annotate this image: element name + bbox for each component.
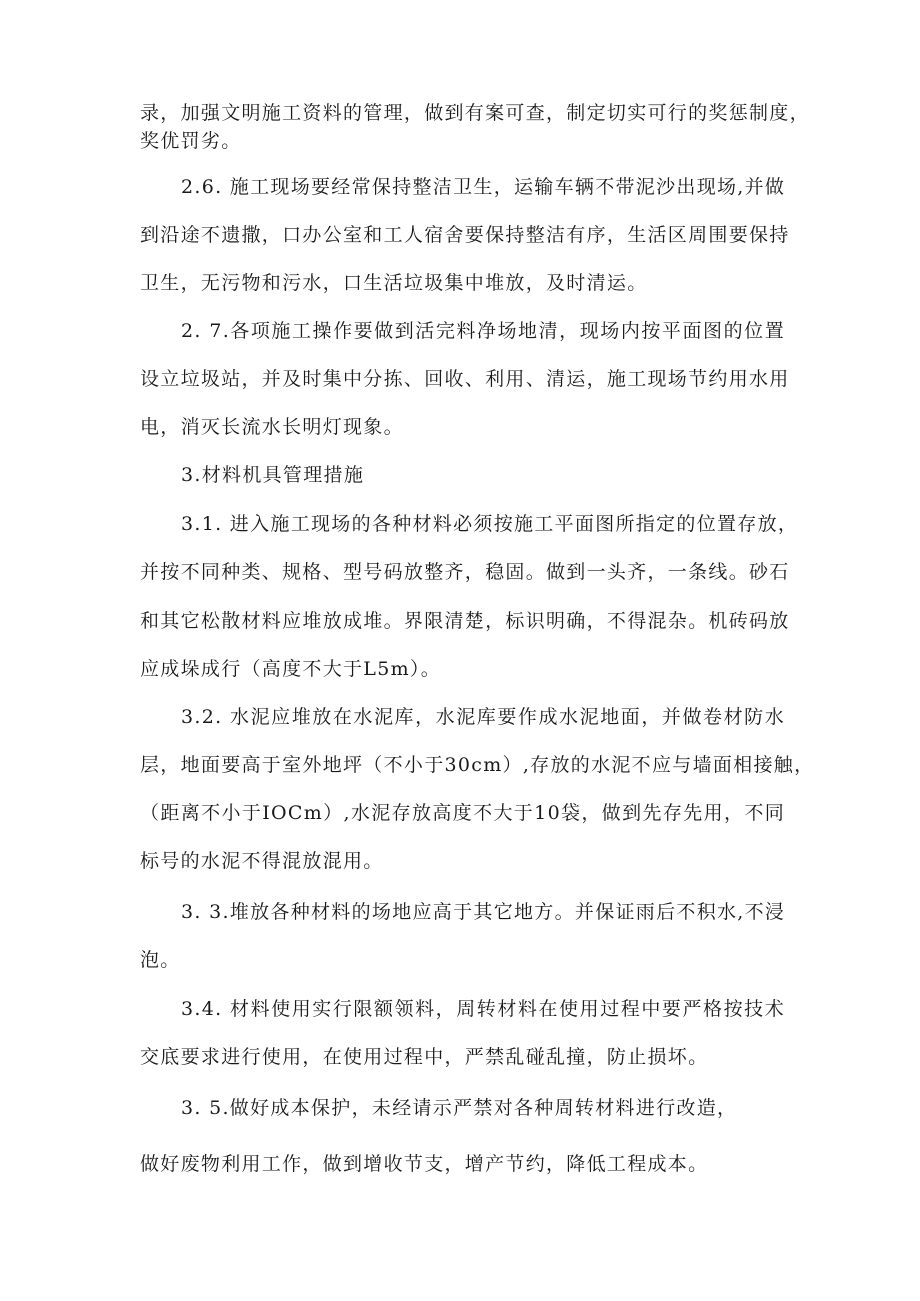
text-line: 奖优罚劣。: [140, 130, 242, 152]
text-line: 应成垛成行（高度不大于L5m）。: [140, 658, 442, 680]
text-line: 做好废物利用工作，做到增收节支，增产节约，降低工程成本。: [140, 1153, 709, 1175]
paragraph-line: 3.1. 进入施工现场的各种材料必须按施工平面图所指定的位置存放，: [181, 513, 799, 535]
text-line: 层，地面要高于室外地坪（不小于30cm）,存放的水泥不应与墙面相接触，: [140, 754, 815, 776]
paragraph-line: 2. 7.各项施工操作要做到活完料净场地清，现场内按平面图的位置: [181, 320, 785, 342]
text-line: （距离不小于IOCm）,水泥存放高度不大于10袋，做到先存先用，不同: [140, 802, 785, 824]
text-line: 卫生，无污物和污水，口生活垃圾集中堆放，及时清运。: [140, 272, 648, 294]
text-line: 电，消灭长流水长明灯现象。: [140, 416, 404, 438]
text-line: 标号的水泥不得混放混用。: [140, 850, 384, 872]
text-line: 录，加强文明施工资料的管理，做到有案可查，制定切实可行的奖惩制度，: [140, 102, 810, 124]
text-line: 泡。: [140, 949, 181, 971]
paragraph-line: 3.2. 水泥应堆放在水泥库，水泥库要作成水泥地面，并做卷材防水: [181, 706, 785, 728]
text-line: 和其它松散材料应堆放成堆。界限清楚，标识明确，不得混杂。机砖码放: [140, 610, 790, 632]
paragraph-line: 2.6. 施工现场要经常保持整洁卫生，运输车辆不带泥沙出现场,并做: [181, 176, 786, 198]
text-line: 设立垃圾站，并及时集中分拣、回收、利用、清运，施工现场节约用水用: [140, 368, 790, 390]
text-line: 并按不同种类、规格、型号码放整齐，稳固。做到一头齐，一条线。砂石: [140, 561, 790, 583]
paragraph-line: 3. 3.堆放各种材料的场地应高于其它地方。并保证雨后不积水,不浸: [181, 901, 786, 923]
text-line: 交底要求进行使用，在使用过程中，严禁乱碰乱撞，防止损坏。: [140, 1046, 709, 1068]
section-heading: 3.材料机具管理措施: [181, 464, 365, 486]
paragraph-line: 3. 5.做好成本保护，未经请示严禁对各种周转材料进行改造，: [181, 1097, 738, 1119]
text-line: 到沿途不遗撒，口办公室和工人宿舍要保持整洁有序，生活区周围要保持: [140, 224, 790, 246]
paragraph-line: 3.4. 材料使用实行限额领料，周转材料在使用过程中要严格按技术: [181, 998, 785, 1020]
